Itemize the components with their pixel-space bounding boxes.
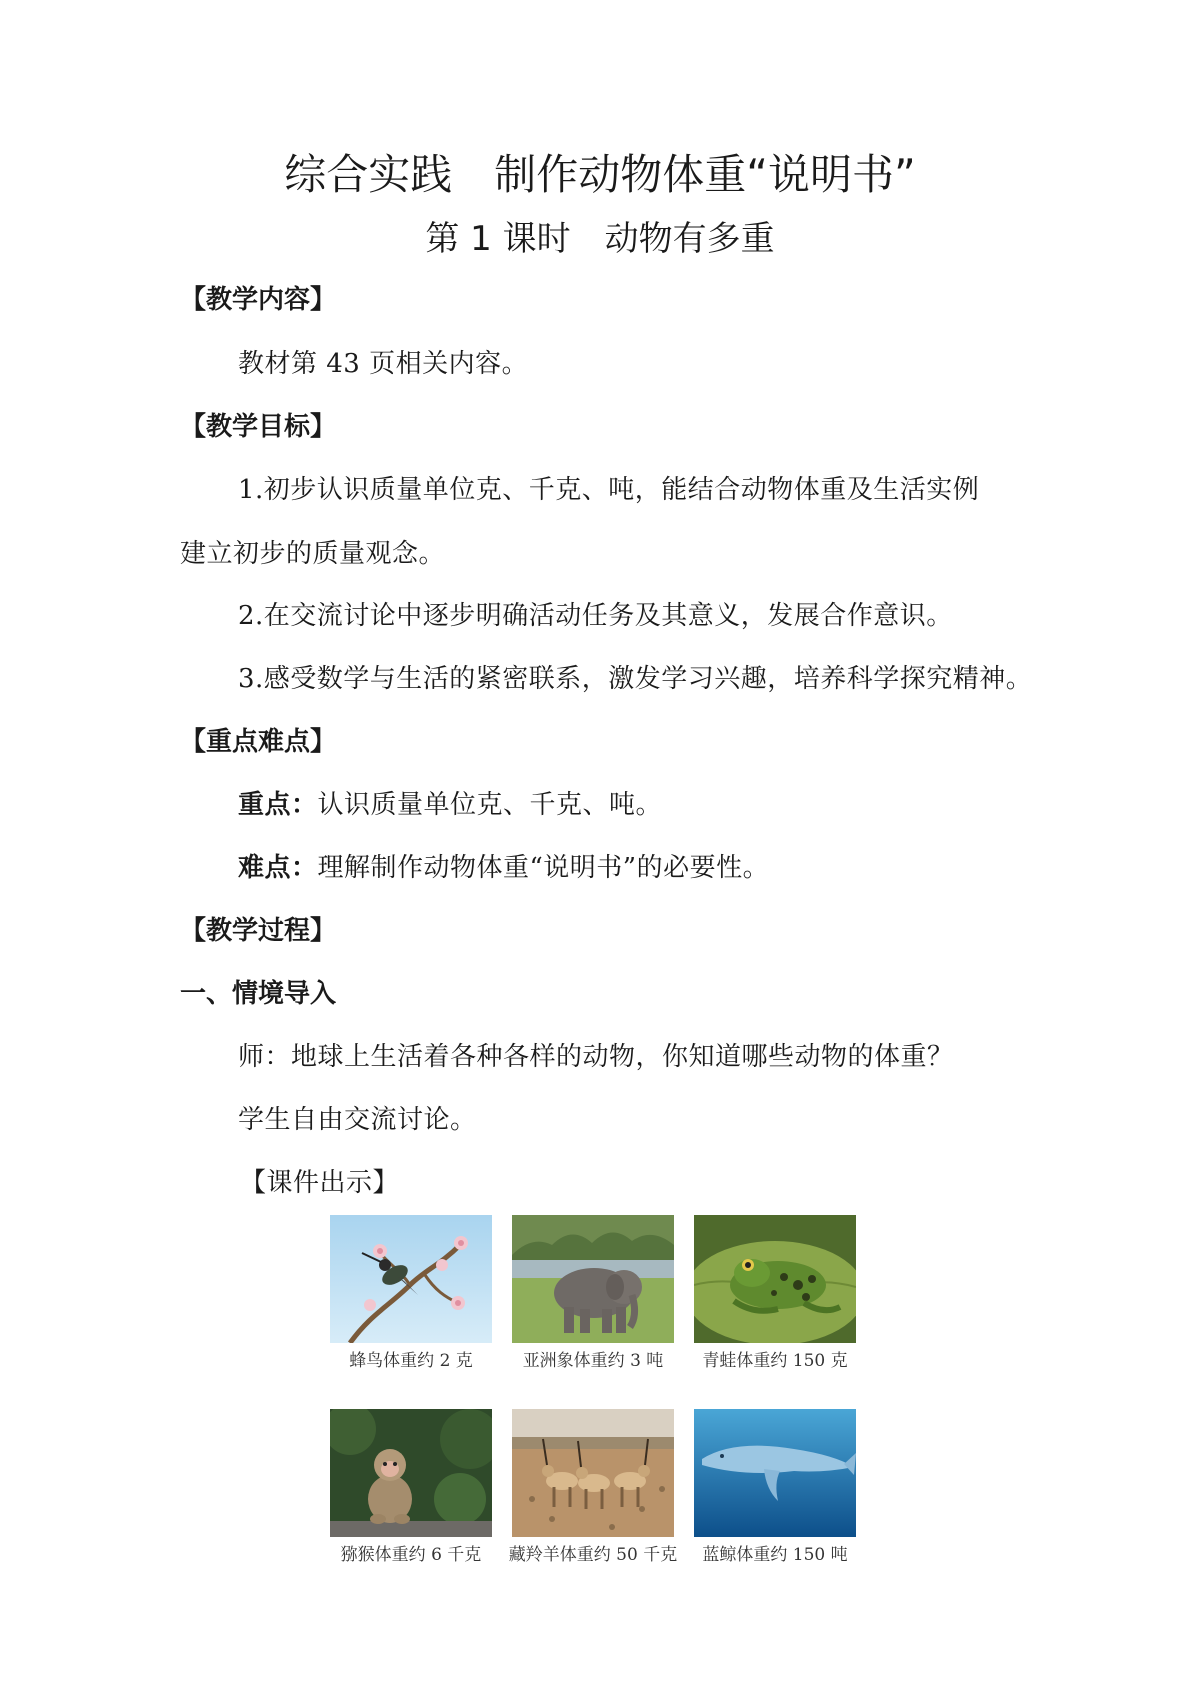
goal-item-1-line-2: 建立初步的质量观念。 (180, 539, 446, 569)
blue-whale-photo (694, 1409, 856, 1537)
gallery-caption: 亚洲象体重约 3 吨 (522, 1351, 664, 1371)
section-heading-key: 【重点难点】 (180, 727, 337, 757)
page-title: 综合实践 制作动物体重“说明书” (284, 150, 916, 199)
frog-photo (694, 1215, 856, 1343)
gallery-item-hummingbird (330, 1215, 492, 1371)
content-text: 教材第 43 页相关内容。 (238, 349, 529, 379)
goal-item-2: 2.在交流讨论中逐步明确活动任务及其意义，发展合作意识。 (238, 601, 953, 631)
gallery-item-antelope (508, 1409, 678, 1565)
gallery-item-elephant (512, 1215, 674, 1371)
hummingbird-photo (330, 1215, 492, 1343)
elephant-photo (512, 1215, 674, 1343)
gallery-item-macaque (330, 1409, 492, 1565)
difficult-point-text: 理解制作动物体重“说明书”的必要性。 (317, 853, 770, 883)
key-point-label: 重点： (238, 790, 318, 820)
student-activity: 学生自由交流讨论。 (238, 1105, 477, 1135)
key-point-text: 认识质量单位克、千克、吨。 (317, 790, 663, 820)
key-point (238, 787, 1050, 823)
gallery-caption: 青蛙体重约 150 克 (702, 1351, 848, 1371)
gallery-item-frog (694, 1215, 856, 1371)
antelope-photo (512, 1409, 674, 1537)
macaque-photo (330, 1409, 492, 1537)
gallery-caption: 蓝鲸体重约 150 吨 (702, 1545, 848, 1565)
teacher-question: 师：地球上生活着各种各样的动物，你知道哪些动物的体重？ (238, 1042, 954, 1072)
goal-item-3: 3.感受数学与生活的紧密联系，激发学习兴趣，培养科学探究精神。 (238, 664, 1033, 694)
lesson-subtitle: 第 1 课时 动物有多重 (425, 219, 775, 259)
gallery-caption: 蜂鸟体重约 2 克 (349, 1351, 473, 1371)
gallery-caption: 藏羚羊体重约 50 千克 (508, 1545, 678, 1565)
section-heading-content: 【教学内容】 (180, 285, 337, 315)
courseware-label: 【课件出示】 (240, 1168, 400, 1198)
difficult-point (238, 850, 1050, 886)
difficult-point-label: 难点： (238, 853, 318, 883)
section-heading-goals: 【教学目标】 (180, 412, 337, 442)
step-heading-intro: 一、情境导入 (180, 979, 337, 1009)
gallery-item-blue-whale (694, 1409, 856, 1565)
section-heading-process: 【教学过程】 (180, 916, 337, 946)
gallery-caption: 猕猴体重约 6 千克 (340, 1545, 482, 1565)
goal-item-1-line-1: 1.初步认识质量单位克、千克、吨，能结合动物体重及生活实例 (238, 475, 980, 505)
